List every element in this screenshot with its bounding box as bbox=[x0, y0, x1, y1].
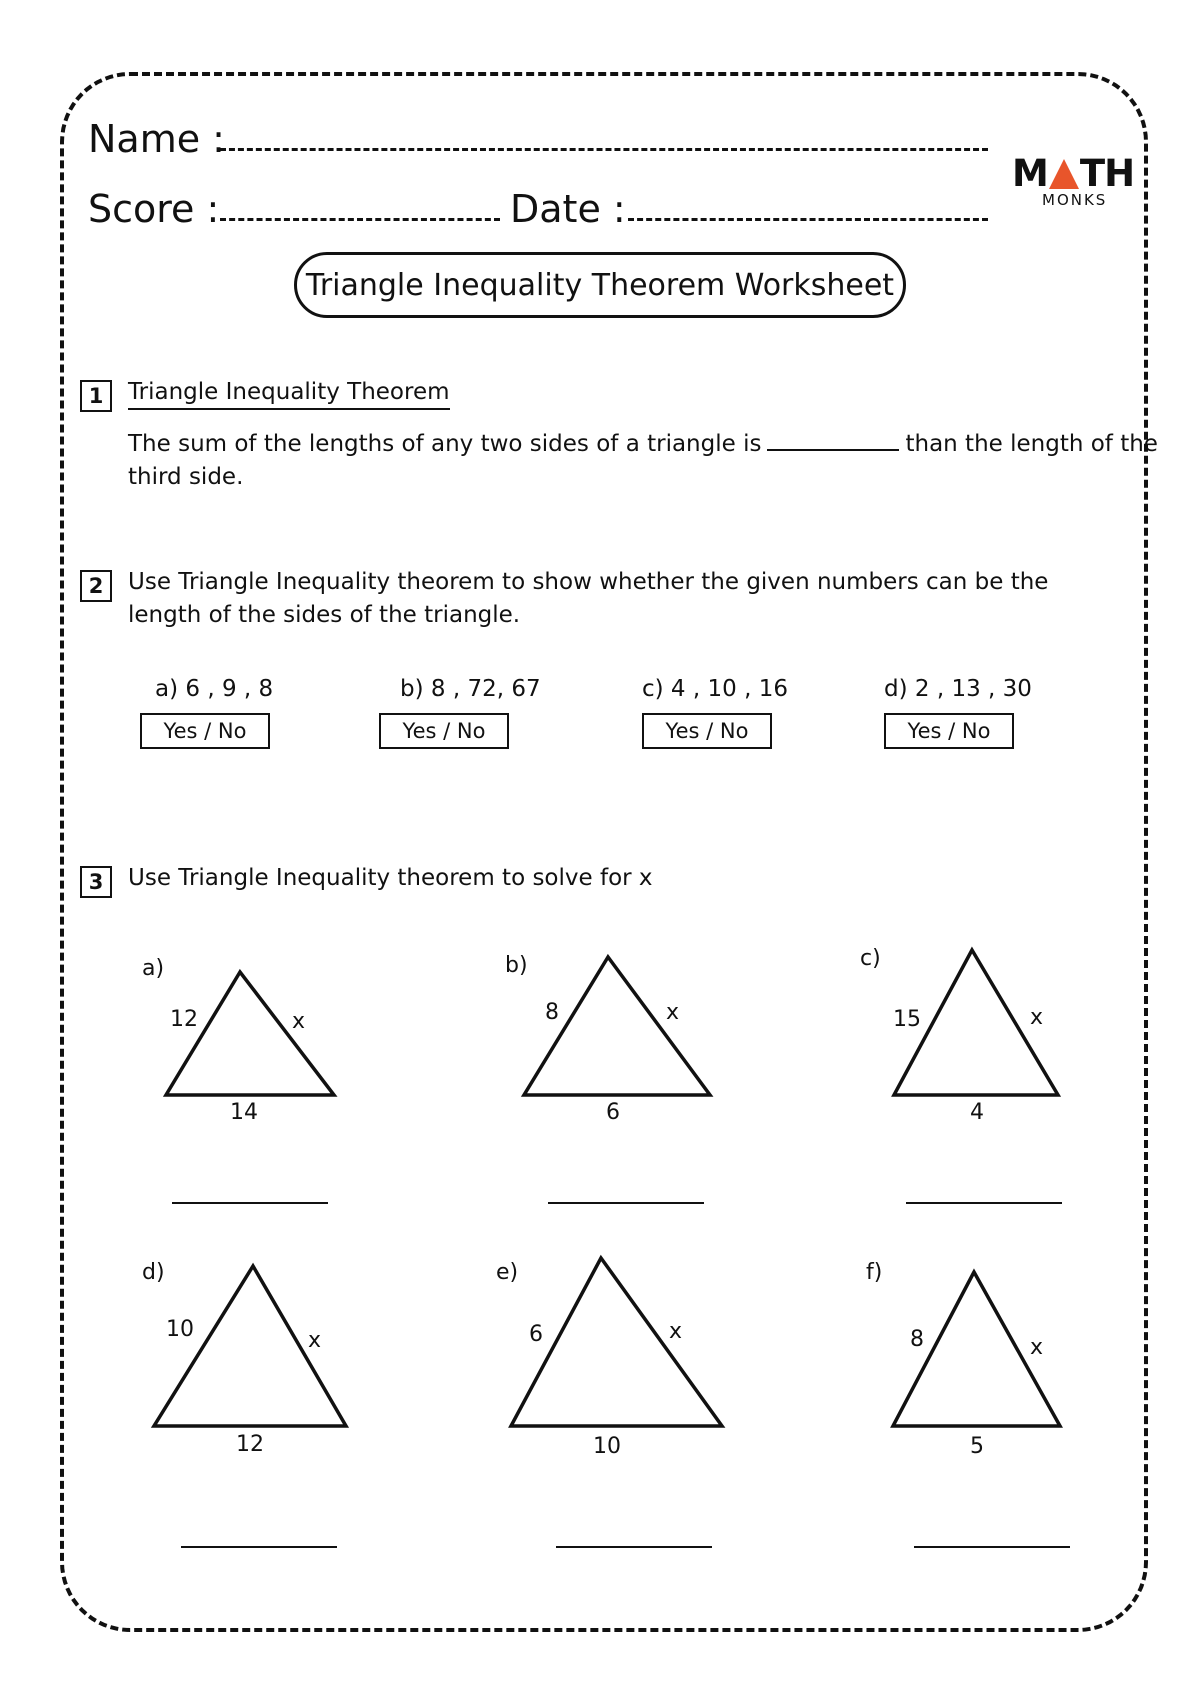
question-3-number: 3 bbox=[80, 866, 112, 898]
triangle-d-answer-line[interactable] bbox=[181, 1546, 337, 1548]
set-b-label: b) 8 , 72, 67 bbox=[400, 676, 541, 702]
triangle-a-letter: a) bbox=[142, 956, 165, 981]
question-1-text-line2: third side. bbox=[128, 464, 244, 490]
question-3-text: Use Triangle Inequality theorem to solve for x bbox=[128, 865, 653, 891]
triangle-c-base: 4 bbox=[970, 1100, 984, 1125]
set-d-label: d) 2 , 13 , 30 bbox=[884, 676, 1032, 702]
triangle-b-left-side: 8 bbox=[545, 1000, 559, 1025]
triangle-e-letter: e) bbox=[496, 1260, 519, 1285]
triangle-d-letter: d) bbox=[142, 1260, 165, 1285]
triangle-c-letter: c) bbox=[860, 946, 881, 971]
question-2-number: 2 bbox=[80, 570, 112, 602]
set-c-label: c) 4 , 10 , 16 bbox=[642, 676, 788, 702]
triangle-c-left-side: 15 bbox=[893, 1007, 921, 1032]
triangle-b-base: 6 bbox=[606, 1100, 620, 1125]
triangle-e-right-side: x bbox=[669, 1319, 683, 1344]
score-label: Score : bbox=[88, 187, 220, 231]
score-field[interactable] bbox=[220, 218, 500, 221]
triangle-d-left-side: 10 bbox=[166, 1317, 194, 1342]
worksheet-title: Triangle Inequality Theorem Worksheet bbox=[294, 252, 906, 318]
triangle-f-left-side: 8 bbox=[910, 1327, 924, 1352]
set-a-yes-no-box[interactable]: Yes / No bbox=[140, 713, 270, 749]
question-2-text-line2: length of the sides of the triangle. bbox=[128, 602, 521, 628]
triangle-c-right-side: x bbox=[1030, 1005, 1044, 1030]
question-1-text bbox=[128, 428, 1158, 461]
set-c-yes-no-box[interactable]: Yes / No bbox=[642, 713, 772, 749]
triangle-c-answer-line[interactable] bbox=[906, 1202, 1062, 1204]
triangle-e-left-side: 6 bbox=[529, 1322, 543, 1347]
triangle-f-base: 5 bbox=[970, 1434, 984, 1459]
logo-m: M bbox=[1012, 152, 1048, 195]
set-b-yes-no-box[interactable]: Yes / No bbox=[379, 713, 509, 749]
triangle-a-answer-line[interactable] bbox=[172, 1202, 328, 1204]
triangle-b-right-side: x bbox=[666, 1000, 680, 1025]
question-1-heading bbox=[128, 376, 450, 409]
math-monks-logo bbox=[1012, 152, 1135, 213]
triangle-a-left-side: 12 bbox=[170, 1007, 198, 1032]
date-label: Date : bbox=[510, 187, 626, 231]
triangle-d-right-side: x bbox=[308, 1328, 322, 1353]
q1-text-after: than the length of the bbox=[905, 431, 1158, 457]
q1-answer-blank[interactable] bbox=[767, 433, 899, 451]
triangle-e-answer-line[interactable] bbox=[556, 1546, 712, 1548]
triangle-f-right-side: x bbox=[1030, 1335, 1044, 1360]
triangle-f-answer-line[interactable] bbox=[914, 1546, 1070, 1548]
logo-monks-text: MONKS bbox=[1042, 191, 1108, 209]
question-2-text: Use Triangle Inequality theorem to show whether the given numbers can be the bbox=[128, 569, 1049, 595]
logo-triangle-icon bbox=[1049, 159, 1079, 189]
name-label: Name : bbox=[88, 117, 225, 161]
name-field[interactable] bbox=[220, 148, 988, 151]
triangle-b-answer-line[interactable] bbox=[548, 1202, 704, 1204]
q1-heading-text: Triangle Inequality Theorem bbox=[128, 379, 450, 410]
triangle-e-base: 10 bbox=[593, 1434, 621, 1459]
logo-th: TH bbox=[1079, 152, 1135, 195]
triangle-a-base: 14 bbox=[230, 1100, 258, 1125]
date-field[interactable] bbox=[628, 218, 988, 221]
triangle-b-letter: b) bbox=[505, 953, 528, 978]
set-a-label: a) 6 , 9 , 8 bbox=[155, 676, 274, 702]
q1-text-before: The sum of the lengths of any two sides of a triangle is bbox=[128, 431, 762, 457]
question-1-number: 1 bbox=[80, 380, 112, 412]
triangle-a-right-side: x bbox=[292, 1009, 306, 1034]
triangle-d-base: 12 bbox=[236, 1432, 264, 1457]
triangle-f-letter: f) bbox=[866, 1260, 883, 1285]
set-d-yes-no-box[interactable]: Yes / No bbox=[884, 713, 1014, 749]
